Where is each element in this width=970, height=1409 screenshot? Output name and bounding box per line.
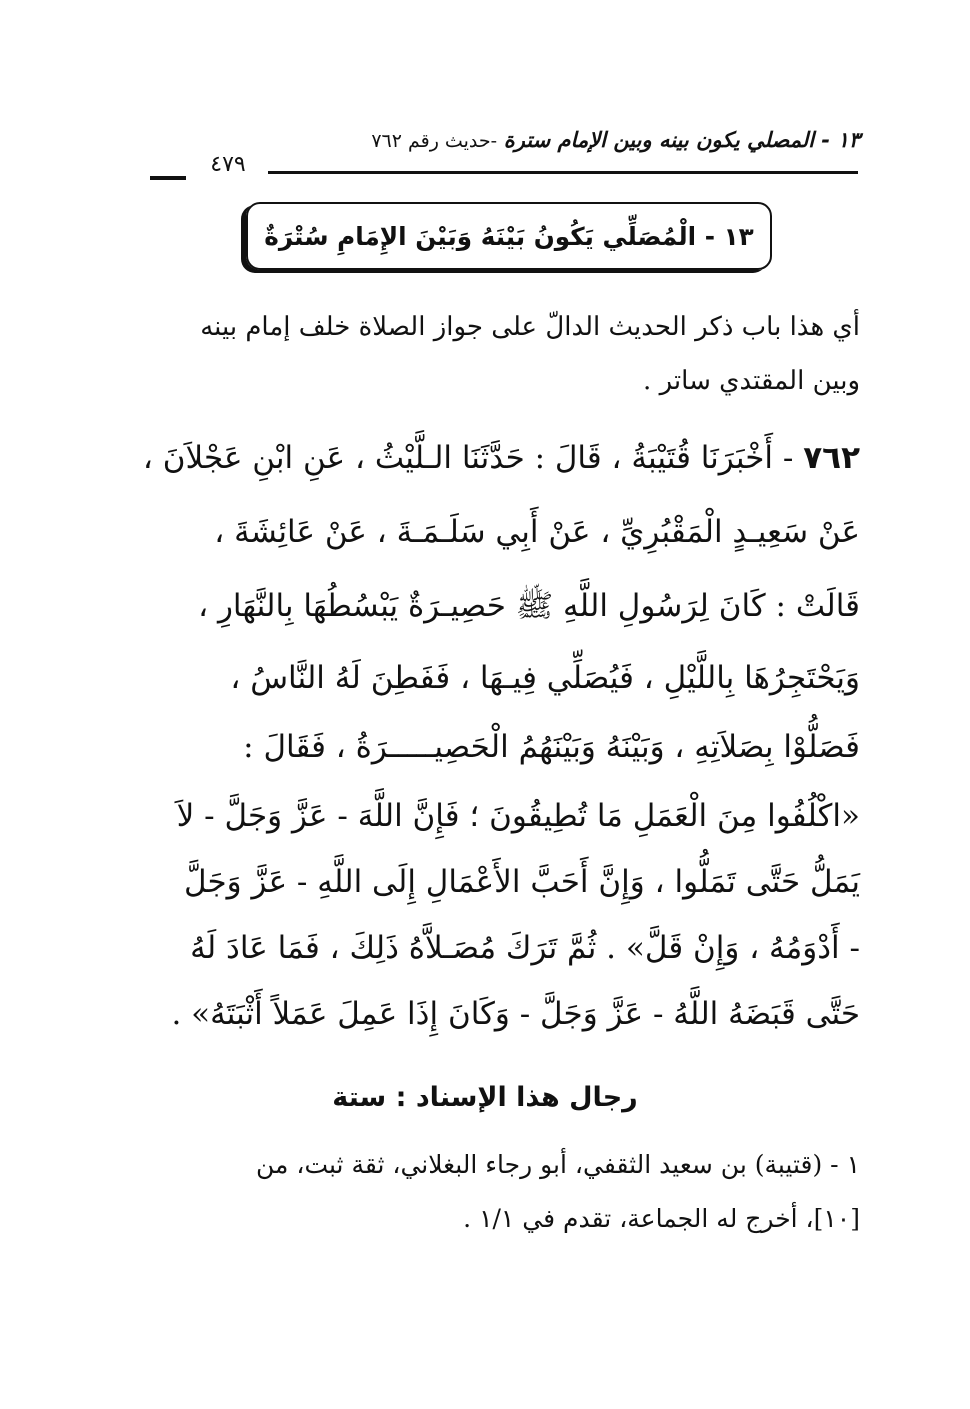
chapter-title-frame (246, 202, 772, 270)
narrator-line: ١ - (قتيبة) بن سعيد الثقفي، أبو رجاء البغلاني، ثقة ثبت، من (256, 1150, 860, 1179)
hadith-first-line (143, 440, 860, 476)
running-title: ١٣ - المصلي يكون بينه وبين الإمام سترة (503, 128, 860, 152)
hadith-line: - أَدْوَمُهُ ، وَإِنْ قَلَّ» . ثُمَّ تَرَكَ مُصَـلاَّهُ ذَلِكَ ، فَمَا عَادَ لَهُ (190, 930, 860, 966)
narrator-line: [١٠]، أخرج له الجماعة، تقدم في ١/١ . (463, 1204, 860, 1233)
running-hadith-ref: -حديث رقم ٧٦٢ (371, 130, 498, 152)
page-number-dash (150, 176, 186, 180)
hadith-number: ٧٦٢ (803, 440, 860, 476)
hadith-line: «اكْلُفُوا مِنَ الْعَمَلِ مَا تُطِيقُونَ ؛ فَإِنَّ اللَّهَ - عَزَّ وَجَلَّ - لاَ (176, 798, 860, 834)
hadith-line: قَالَتْ : كَانَ لِرَسُولِ اللَّهِ ﷺ حَصِيـرَةٌ يَبْسُطُهَا بِالنَّهَارِ ، (198, 588, 860, 624)
hadith-line: حَتَّى قَبَضَهُ اللَّهُ - عَزَّ وَجَلَّ - وَكَانَ إِذَا عَمِلَ عَمَلاً أَثْبَتَهُ» . (171, 996, 860, 1032)
hadith-line: يَمَلُّ حَتَّى تَمَلُّوا ، وَإِنَّ أَحَبَّ الأَعْمَالِ إِلَى اللَّهِ - عَزَّ وَجَلَّ (184, 864, 860, 900)
chapter-title: ١٣ - الْمُصَلِّي يَكُونُ بَيْنَهُ وَبَيْنَ الإِمَامِ سُتْرَةٌ (264, 221, 754, 251)
intro-line: وبين المقتدي ساتر . (643, 366, 860, 396)
running-header (300, 128, 860, 162)
hadith-first-line-text: - أَخْبَرَنَا قُتَيْبَةُ ، قَالَ : حَدَّثَنَا الـلَّيْثُ ، عَنِ ابْنِ عَجْلاَنَ ، (142, 440, 794, 476)
narrators-heading: رجال هذا الإسناد : ستة (332, 1082, 638, 1113)
hadith-line: وَيَحْتَجِرُهَا بِاللَّيْلِ ، فَيُصَلِّي فِيـهَا ، فَفَطِنَ لَهُ النَّاسُ ، (230, 660, 860, 696)
hadith-line: عَنْ سَعِيـدٍ الْمَقْبُرِيِّ ، عَنْ أَبِي سَلَـمَـةَ ، عَنْ عَائِشَةَ ، (214, 514, 860, 550)
intro-line: أي هذا باب ذكر الحديث الدالّ على جواز الصلاة خلف إمام بينه (200, 312, 860, 342)
hadith-line: فَصَلُّوْا بِصَلاَتِهِ ، وَبَيْنَهُ وَبَيْنَهُمُ الْحَصِيـــــرَةُ ، فَقَالَ : (243, 729, 860, 765)
page-number: ٤٧٩ (210, 152, 246, 177)
header-rule (268, 171, 858, 174)
